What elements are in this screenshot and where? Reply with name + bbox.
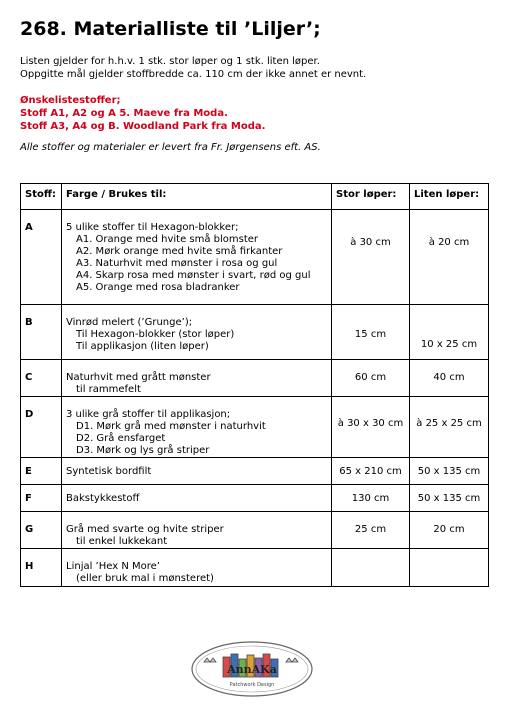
cell-liten-lop: 20 cm (410, 512, 489, 549)
cell-stor-lop (332, 549, 410, 587)
table-row (21, 210, 489, 305)
logo-image (190, 640, 314, 698)
cell-liten-lop (410, 549, 489, 587)
table-row (21, 305, 489, 360)
description-main: Syntetisk bordfilt (66, 466, 152, 477)
intro-line: Oppgitte mål gjelder stoffbredde ca. 110 cm der ikke annet er nevnt. (20, 69, 367, 80)
cell-code: H (21, 549, 62, 587)
materials-table (20, 183, 489, 587)
cell-description (62, 397, 332, 458)
cell-description (62, 210, 332, 305)
cell-liten-lop: 10 x 25 cm (410, 305, 489, 360)
description-sub: Til applikasjon (liten løper) (76, 341, 209, 352)
cell-liten-lop: 50 x 135 cm (410, 485, 489, 512)
intro-text (20, 55, 366, 81)
cell-code: E (21, 458, 62, 485)
cell-stor-lop: à 30 x 30 cm (332, 397, 410, 458)
cell-description (62, 485, 332, 512)
logo-tagline: Patchwork Design (229, 682, 275, 688)
description-sub: D3. Mørk og lys grå striper (76, 445, 210, 456)
description-main: Grå med svarte og hvite striper (66, 524, 224, 535)
description-sub: D2. Grå ensfarget (76, 433, 166, 444)
description-sub: A4. Skarp rosa med mønster i svart, rød og gul (76, 270, 311, 281)
description-main: 5 ulike stoffer til Hexagon-blokker; (66, 222, 239, 233)
cell-code: A (21, 210, 62, 305)
table-header-row (21, 184, 489, 210)
wishlist-line: Stoff A3, A4 og B. Woodland Park fra Moda. (20, 121, 266, 132)
description-sub: A5. Orange med rosa bladranker (76, 282, 240, 293)
description-sub: A3. Naturhvit med mønster i rosa og gul (76, 258, 278, 269)
cell-liten-lop: à 20 cm (410, 210, 489, 305)
table-row (21, 512, 489, 549)
supplier-note: Alle stoffer og materialer er levert fra Fr. Jørgensens eft. AS. (20, 142, 321, 153)
description-sub: Til Hexagon-blokker (stor løper) (76, 329, 235, 340)
table-row (21, 485, 489, 512)
cell-code: D (21, 397, 62, 458)
table-row (21, 458, 489, 485)
wishlist-text (20, 94, 265, 133)
cell-code: F (21, 485, 62, 512)
cell-stor-lop: 15 cm (332, 305, 410, 360)
cell-description (62, 512, 332, 549)
description-sub: til enkel lukkekant (76, 536, 168, 547)
wishlist-line: Stoff A1, A2 og A 5. Maeve fra Moda. (20, 108, 228, 119)
description-main: Naturhvit med grått mønster (66, 372, 211, 383)
cell-description (62, 305, 332, 360)
logo-name: AnnAKa (227, 663, 277, 676)
intro-line: Listen gjelder for h.h.v. 1 stk. stor løper og 1 stk. liten løper. (20, 56, 320, 67)
table-row (21, 360, 489, 397)
cell-code: B (21, 305, 62, 360)
cell-stor-lop: 130 cm (332, 485, 410, 512)
header-farge: Farge / Brukes til: (62, 184, 332, 210)
cell-stor-lop: 65 x 210 cm (332, 458, 410, 485)
page-title: 268. Materialliste til ’Liljer’; (20, 18, 321, 40)
description-sub: A1. Orange med hvite små blomster (76, 234, 259, 245)
description-sub: (eller bruk mal i mønsteret) (76, 573, 214, 584)
table-row (21, 549, 489, 587)
cell-description (62, 458, 332, 485)
description-sub: A2. Mørk orange med hvite små firkanter (76, 246, 283, 257)
cell-stor-lop: à 30 cm (332, 210, 410, 305)
header-liten: Liten løper: (410, 184, 489, 210)
cell-code: C (21, 360, 62, 397)
table-row (21, 397, 489, 458)
header-stor: Stor løper: (332, 184, 410, 210)
description-main: Vinrød melert (’Grunge’); (66, 317, 193, 328)
wishlist-heading: Ønskelistestoffer; (20, 95, 121, 106)
cell-stor-lop: 60 cm (332, 360, 410, 397)
description-sub: D1. Mørk grå med mønster i naturhvit (76, 421, 266, 432)
cell-liten-lop: à 25 x 25 cm (410, 397, 489, 458)
description-main: Bakstykkestoff (66, 493, 140, 504)
description-main: 3 ulike grå stoffer til applikasjon; (66, 409, 231, 420)
cell-description (62, 549, 332, 587)
description-main: Linjal ’Hex N More’ (66, 561, 160, 572)
header-stoff: Stoff: (21, 184, 62, 210)
cell-stor-lop: 25 cm (332, 512, 410, 549)
cell-description (62, 360, 332, 397)
description-sub: til rammefelt (76, 384, 141, 395)
cell-code: G (21, 512, 62, 549)
cell-liten-lop: 40 cm (410, 360, 489, 397)
cell-liten-lop: 50 x 135 cm (410, 458, 489, 485)
